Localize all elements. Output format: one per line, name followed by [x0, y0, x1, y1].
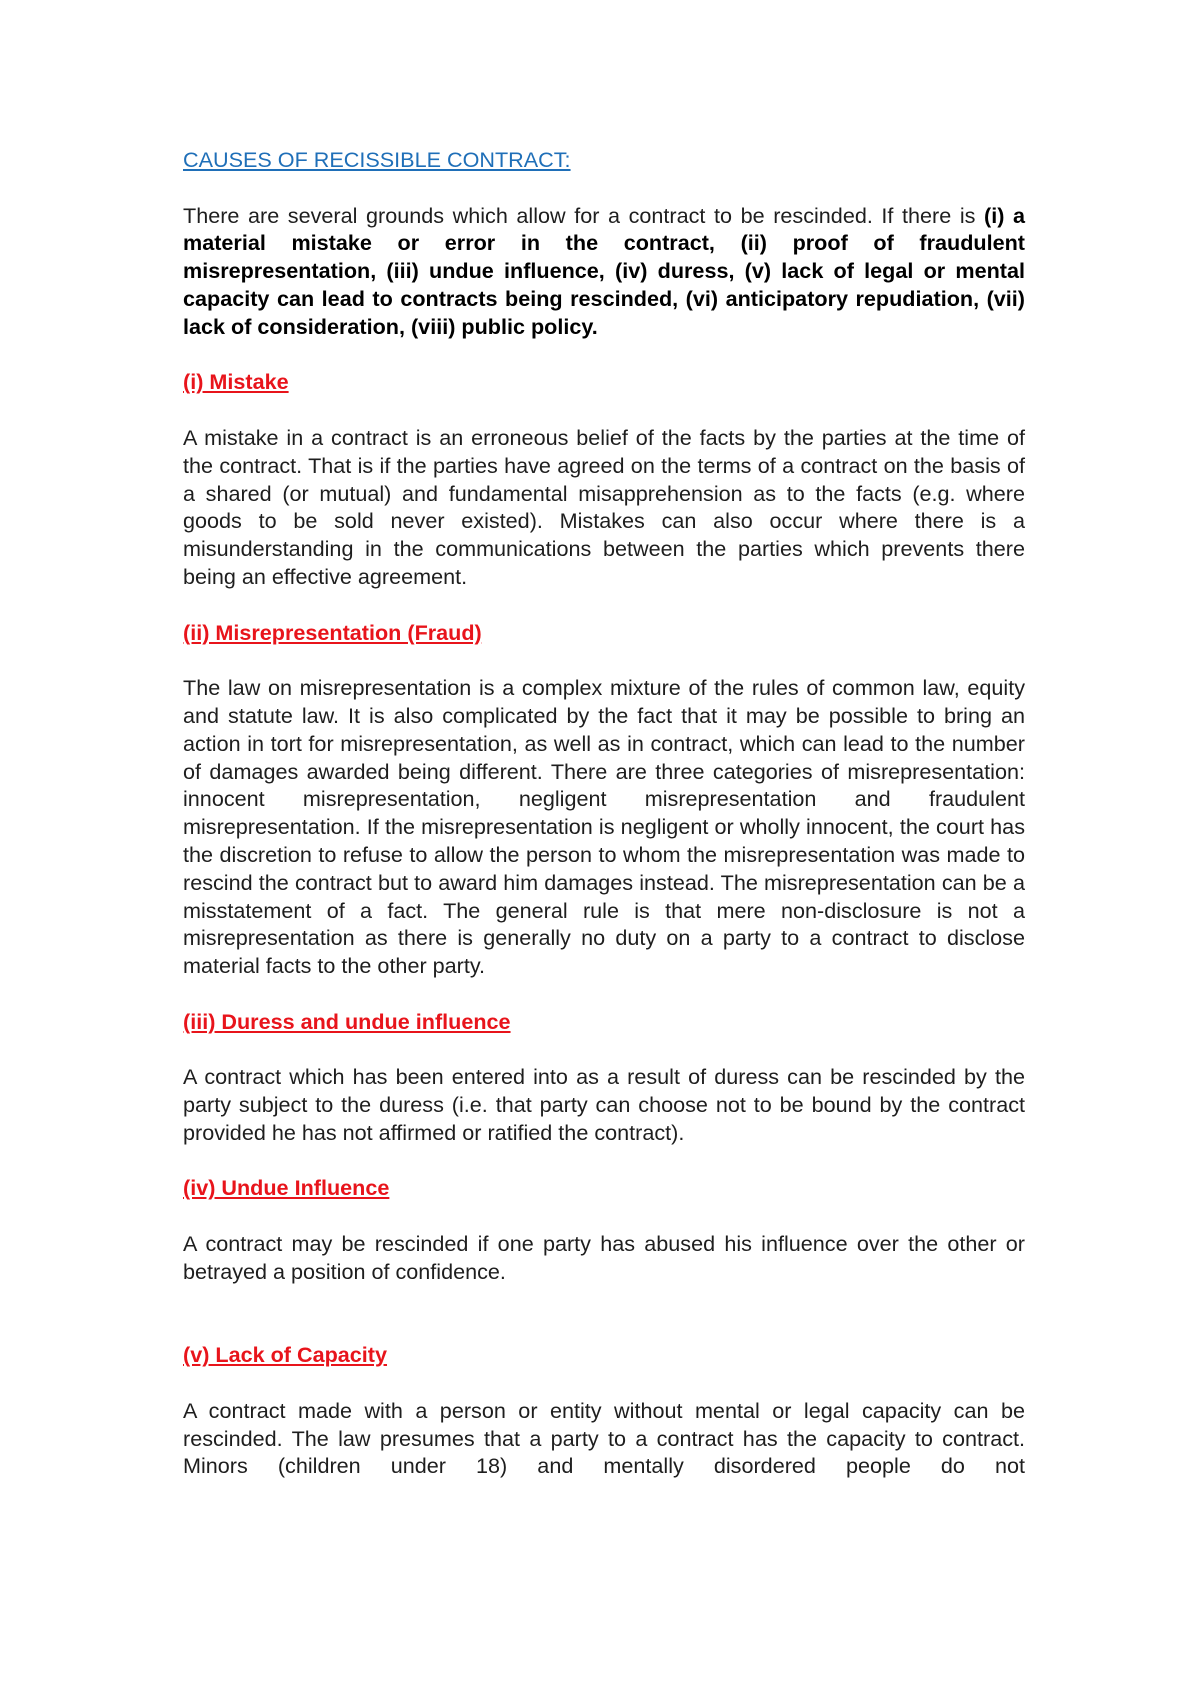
section-heading-undue-influence: (iv) Undue Influence: [183, 1175, 390, 1201]
section-heading-duress: (iii) Duress and undue influence: [183, 1008, 511, 1034]
section-heading-mistake: (i) Mistake: [183, 369, 289, 395]
section-body-duress: A contract which has been entered into as a result of duress can be rescinded by the party subject to the duress (i.e. that party can choose not to be bound by the contract provided he has not affirmed or ratified the contract).: [183, 1064, 1025, 1145]
intro-grounds-list: (i) a material mistake or error in the contract, (ii) proof of fraudulent misrepresentation, (iii) undue influence, (iv) duress, (v) lack of legal or mental capacity can lead to contracts being rescinded, (vi) anticipatory repudiation, (vii) lack of consideration, (viii) public policy.: [183, 202, 1025, 339]
document-title: CAUSES OF RECISSIBLE CONTRACT:: [183, 147, 571, 172]
section-body-misrepresentation: The law on misrepresentation is a complex mixture of the rules of common law, equity and statute law. It is also complicated by the fact that it may be possible to bring an action in tort for misrepresentation, as well as in contract, which can lead to the number of damages awarded being different. There are three categories of misrepresentation: innocent misrepresentation, negligent misrepresentation and fraudulent misrepresentation. If the misrepresentation is negligent or wholly innocent, the court has the discretion to refuse to allow the person to whom the misrepresentation was made to rescind the contract but to award him damages instead. The misrepresentation can be a misstatement of a fact. The general rule is that mere non-disclosure is not a misrepresentation as there is generally no duty on a party to a contract to disclose material facts to the other party.: [183, 675, 1025, 979]
section-body-undue-influence: A contract may be rescinded if one party has abused his influence over the other or betrayed a position of confidence.: [183, 1231, 1025, 1284]
section-body-mistake: A mistake in a contract is an erroneous belief of the facts by the parties at the time of the contract. That is if the parties have agreed on the terms of a contract on the basis of a shared (or mutual) and fundamental misapprehension as to the facts (e.g. where goods to be sold never existed). Mistakes can also occur where there is a misunderstanding in the communications between the parties which prevents there being an effective agreement.: [183, 424, 1025, 589]
intro-lead: There are several grounds which allow for a contract to be rescinded. If there is: [183, 202, 985, 228]
section-heading-misrepresentation: (ii) Misrepresentation (Fraud): [183, 619, 482, 645]
document-page: [183, 146, 1025, 1508]
intro-paragraph: [183, 202, 1025, 341]
section-body-lack-of-capacity: A contract made with a person or entity without mental or legal capacity can be rescinded. The law presumes that a party to a contract has the capacity to contract. Minors (children under 18) and mentally disordered people do not: [183, 1397, 1025, 1479]
section-heading-lack-of-capacity: (v) Lack of Capacity: [183, 1342, 388, 1368]
